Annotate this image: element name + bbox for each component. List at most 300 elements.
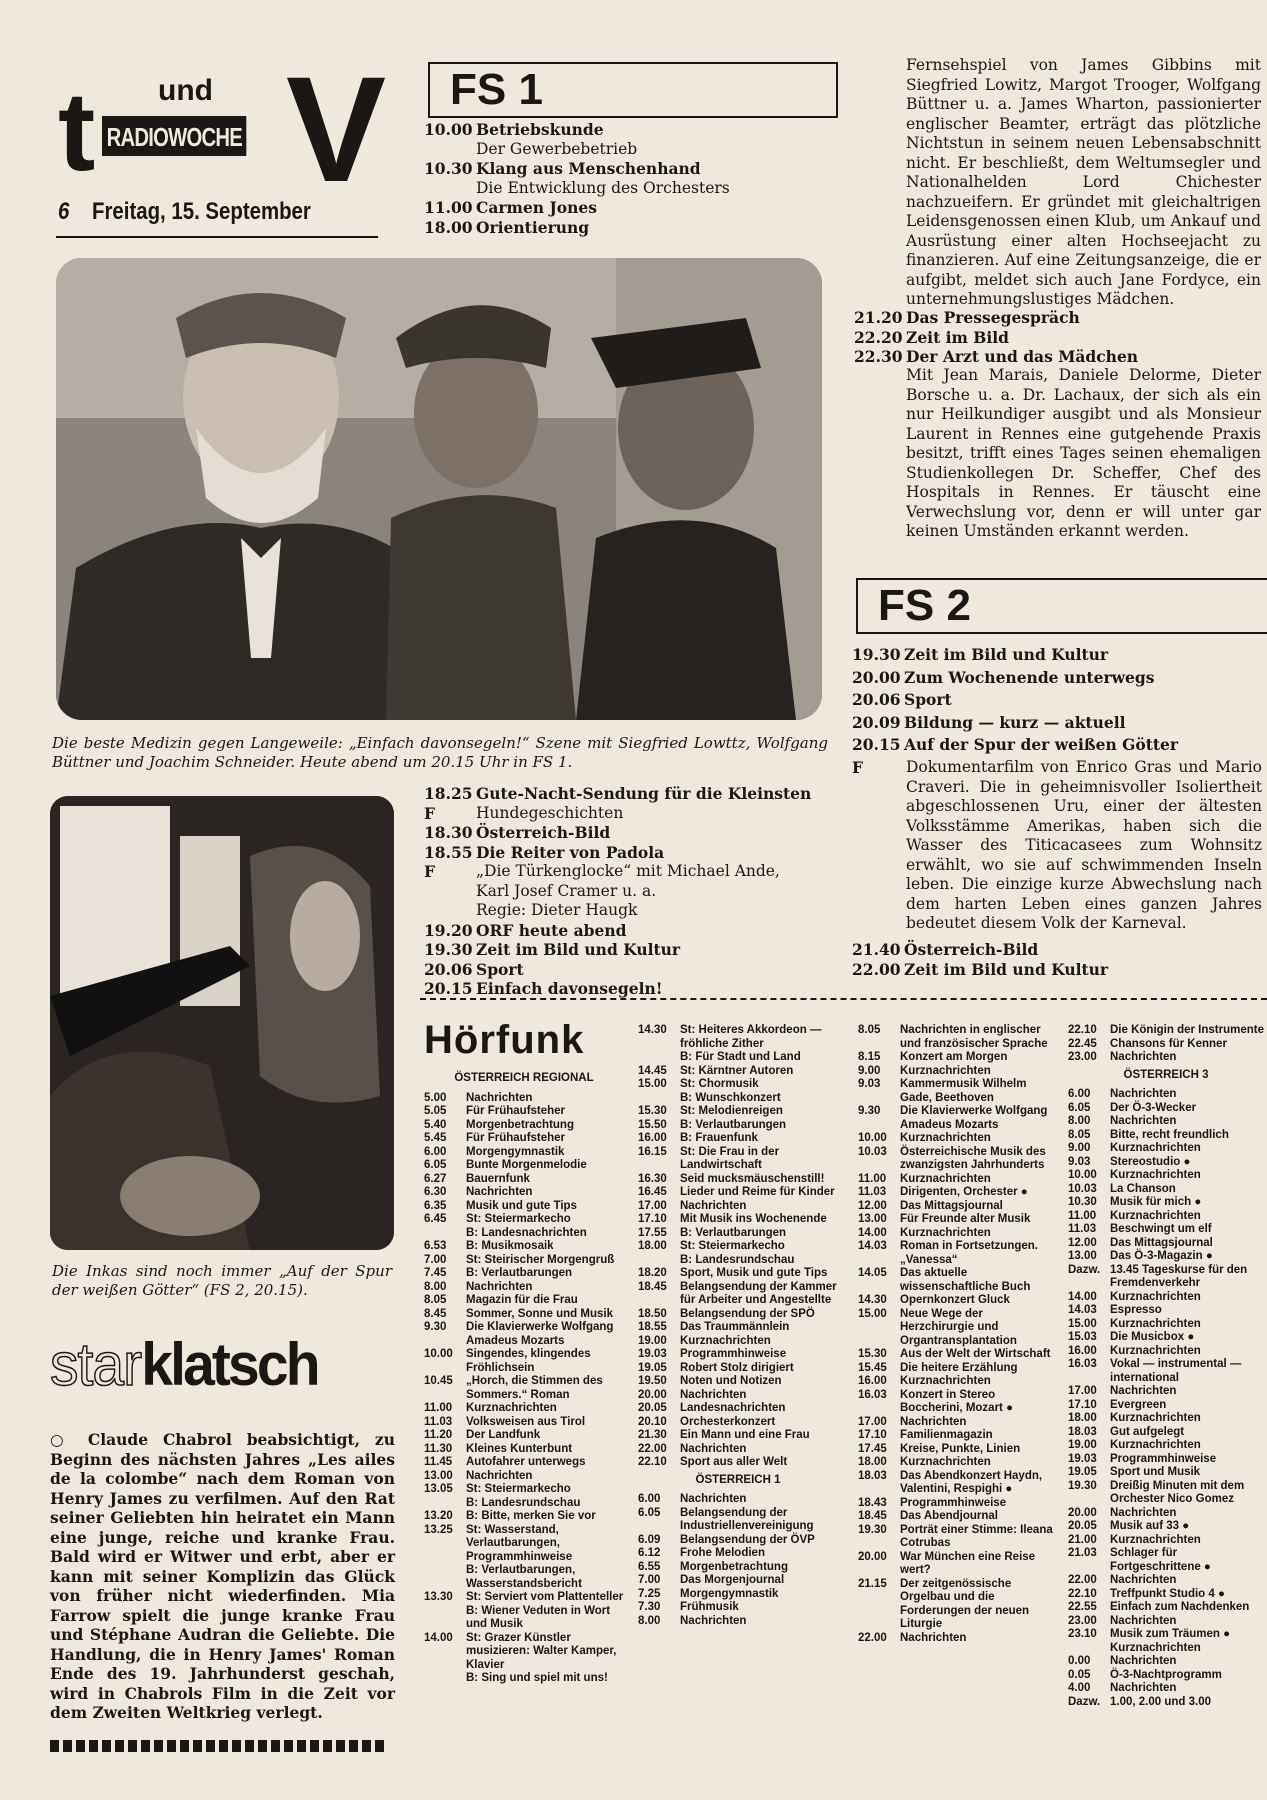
radio-row bbox=[424, 1294, 624, 1308]
radio-programme: Kurznachrichten bbox=[1110, 1641, 1201, 1654]
radio-programme: Musik für mich ● bbox=[1110, 1196, 1202, 1208]
radio-time: 16.30 bbox=[638, 1172, 667, 1185]
radio-time: 5.40 bbox=[424, 1118, 447, 1131]
listing-text: Einfach davonsegeln! bbox=[476, 979, 663, 998]
radio-programme: Nachrichten bbox=[1110, 1088, 1177, 1100]
listing-time: 19.20 bbox=[424, 920, 473, 940]
radio-time: 5.45 bbox=[424, 1132, 447, 1144]
radio-programme: Orchesterkonzert bbox=[680, 1415, 776, 1428]
radio-time: 18.45 bbox=[858, 1510, 887, 1522]
radio-time: 20.00 bbox=[638, 1388, 667, 1401]
listing-time: 19.30 bbox=[852, 645, 901, 664]
radio-time: 10.00 bbox=[858, 1132, 887, 1144]
radio-time: 19.03 bbox=[638, 1348, 667, 1360]
radio-time: 8.00 bbox=[1068, 1115, 1091, 1127]
radio-time: 18.45 bbox=[638, 1280, 667, 1293]
radio-time: 8.15 bbox=[858, 1051, 881, 1063]
radio-time: 20.10 bbox=[638, 1415, 667, 1428]
listing-row bbox=[852, 960, 1262, 980]
radio-programme: Der zeitgenössische Orgelbau und die Forderungen der neuen Liturgie bbox=[900, 1577, 1030, 1630]
logo-radiowoche: RADIOWOCHE bbox=[102, 116, 247, 156]
radio-row bbox=[1068, 1237, 1264, 1251]
listing-time: 18.55 bbox=[424, 842, 473, 862]
logo-und: und bbox=[158, 74, 213, 107]
radio-programme: B: Wiener Veduten in Wort und Musik bbox=[466, 1604, 611, 1630]
radio-row bbox=[424, 1483, 624, 1497]
radio-time: 15.00 bbox=[858, 1307, 887, 1320]
radio-row bbox=[858, 1348, 1058, 1362]
radio-programme: Das aktuelle wissenschaftliche Buch bbox=[900, 1267, 1031, 1293]
radio-time: 22.00 bbox=[858, 1631, 887, 1644]
radio-programme: Mit Musik ins Wochenende bbox=[680, 1213, 827, 1225]
radio-programme: Nachrichten bbox=[1110, 1574, 1177, 1586]
radio-row bbox=[424, 1267, 624, 1281]
radio-programme: Belangsendung der SPÖ bbox=[680, 1307, 815, 1320]
radio-row bbox=[638, 1132, 838, 1146]
radio-programme: Das Ö-3-Magazin ● bbox=[1110, 1250, 1213, 1262]
radio-row bbox=[1068, 1038, 1264, 1052]
listing-row bbox=[424, 960, 824, 980]
radio-programme: Für Frühaufsteher bbox=[466, 1132, 566, 1144]
radio-programme: Musik und gute Tips bbox=[466, 1199, 577, 1212]
radio-row bbox=[638, 1362, 838, 1376]
radio-time: 22.00 bbox=[1068, 1574, 1097, 1586]
radio-row bbox=[858, 1200, 1058, 1214]
radio-row bbox=[424, 1375, 624, 1402]
listing-title: Klang aus Menschenhand bbox=[476, 159, 701, 178]
radio-programme: Die Klavierwerke Wolfgang Amadeus Mozarts bbox=[900, 1105, 1048, 1131]
radio-programme: Das Traummännlein bbox=[680, 1321, 790, 1333]
listing-text: Die Reiter von Padola bbox=[476, 842, 665, 862]
radio-time: 19.05 bbox=[1068, 1466, 1097, 1478]
listing-row bbox=[424, 159, 764, 179]
radio-programme: Morgengymnastik bbox=[680, 1587, 779, 1600]
radio-programme: Frohe Melodien bbox=[680, 1547, 765, 1559]
radio-time: 15.50 bbox=[638, 1118, 667, 1131]
radio-time: 18.50 bbox=[638, 1307, 667, 1320]
radio-programme: Einfach zum Nachdenken bbox=[1110, 1601, 1250, 1613]
radio-time: 20.05 bbox=[638, 1402, 667, 1414]
radio-programme: Nachrichten bbox=[900, 1631, 967, 1644]
listing-title: Orientierung bbox=[476, 217, 590, 237]
radio-time: 13.00 bbox=[1068, 1250, 1097, 1262]
radio-programme: Kurznachrichten bbox=[900, 1064, 991, 1077]
radio-row bbox=[858, 1429, 1058, 1443]
radio-time: 18.00 bbox=[638, 1240, 667, 1252]
radio-time: Dazw. bbox=[1068, 1695, 1101, 1708]
radio-programme: Kurznachrichten bbox=[900, 1456, 991, 1468]
radio-time: 6.09 bbox=[638, 1533, 661, 1546]
radio-row bbox=[858, 1497, 1058, 1511]
radio-programme: Österreichische Musik des zwanzigsten Jahrhunderts bbox=[900, 1145, 1046, 1171]
radio-programme: Programmhinweise bbox=[900, 1496, 1007, 1509]
radio-row bbox=[424, 1200, 624, 1214]
radio-programme: Nachrichten bbox=[680, 1493, 747, 1505]
fs1-late-list bbox=[854, 308, 1264, 367]
section-separator bbox=[420, 998, 1267, 1000]
listing-row bbox=[852, 689, 1262, 712]
radio-row bbox=[1068, 1291, 1264, 1305]
radio-time: 6.12 bbox=[638, 1547, 661, 1559]
radio-time: 6.05 bbox=[638, 1506, 661, 1519]
radio-time: 11.03 bbox=[1068, 1223, 1097, 1235]
hoerfunk-col-2 bbox=[638, 1024, 838, 1628]
radio-programme: Landesnachrichten bbox=[680, 1402, 786, 1414]
radio-programme: Nachrichten bbox=[680, 1614, 747, 1627]
listing-title: Bildung — kurz — aktuell bbox=[904, 712, 1126, 732]
radio-row bbox=[858, 1065, 1058, 1079]
radio-programme: St: Steiermarkecho bbox=[680, 1240, 785, 1252]
radio-row bbox=[638, 1051, 838, 1065]
radio-programme: St: Steirischer Morgengruß bbox=[466, 1253, 615, 1266]
radio-programme: „Horch, die Stimmen des Sommers.“ Roman bbox=[466, 1375, 603, 1401]
radio-row bbox=[424, 1119, 624, 1133]
listing-row bbox=[424, 804, 824, 824]
listing-time: 19.30 bbox=[424, 940, 473, 959]
radio-programme: Programmhinweise bbox=[680, 1348, 787, 1360]
radio-row bbox=[858, 1308, 1058, 1349]
radio-row bbox=[638, 1601, 838, 1615]
radio-row bbox=[424, 1213, 624, 1227]
hoerfunk-col-3 bbox=[858, 1024, 1058, 1645]
radio-programme: Nachrichten bbox=[680, 1442, 747, 1455]
radio-time: 15.30 bbox=[858, 1348, 887, 1360]
radio-time: 17.45 bbox=[858, 1442, 887, 1455]
listing-text: „Die Türkenglocke“ mit Michael Ande, bbox=[476, 862, 780, 880]
listing-text: Gute-Nacht-Sendung für die Kleinsten bbox=[476, 784, 812, 803]
radio-row bbox=[424, 1470, 624, 1484]
radio-row bbox=[1068, 1115, 1264, 1129]
radio-row bbox=[858, 1524, 1058, 1551]
radio-time: 11.30 bbox=[424, 1442, 453, 1455]
radio-programme: 1.00, 2.00 und 3.00 bbox=[1110, 1695, 1212, 1708]
radio-time: 10.45 bbox=[424, 1375, 453, 1387]
listing-title: Zeit im Bild und Kultur bbox=[904, 959, 1109, 979]
radio-row bbox=[424, 1105, 624, 1119]
radio-time: 6.30 bbox=[424, 1186, 447, 1198]
radio-row bbox=[858, 1294, 1058, 1308]
radio-programme: Aus der Welt der Wirtschaft bbox=[900, 1348, 1051, 1360]
radio-programme: B: Landesnachrichten bbox=[466, 1226, 587, 1239]
listing-row bbox=[852, 734, 1262, 757]
radio-time: 5.00 bbox=[424, 1091, 447, 1104]
radio-programme: Nachrichten bbox=[466, 1469, 533, 1482]
photo1-caption: Die beste Medizin gegen Langeweile: „Einfach davonsegeln!“ Szene mit Siegfried Lowttz, Wolfgang Büttner und Joachim Schneider. Heute abend um 20.15 Uhr in FS 1. bbox=[52, 734, 828, 771]
radio-time: 15.45 bbox=[858, 1361, 887, 1374]
radio-row bbox=[424, 1281, 624, 1295]
listing-text: Zeit im Bild und Kultur bbox=[476, 940, 681, 959]
radio-programme: Nachrichten bbox=[680, 1388, 747, 1401]
listing-title: Der Arzt und das Mädchen bbox=[906, 347, 1139, 366]
fs2-f-marker-text: F bbox=[852, 758, 864, 777]
radio-row bbox=[1068, 1520, 1264, 1534]
listing-subtitle: Die Entwicklung des Orchesters bbox=[476, 178, 730, 197]
radio-time: 18.43 bbox=[858, 1496, 887, 1509]
listing-title: Zeit im Bild und Kultur bbox=[904, 645, 1109, 664]
radio-programme: Nachrichten bbox=[1110, 1506, 1177, 1519]
radio-row bbox=[1068, 1142, 1264, 1156]
fs2-list bbox=[852, 644, 1262, 757]
fs2-late-list bbox=[852, 940, 1262, 979]
radio-time: 19.05 bbox=[638, 1361, 667, 1374]
radio-row bbox=[858, 1510, 1058, 1524]
radio-row bbox=[858, 1362, 1058, 1376]
radio-time: 22.45 bbox=[1068, 1037, 1097, 1050]
radio-row bbox=[1068, 1250, 1264, 1264]
listing-row bbox=[424, 843, 824, 863]
radio-programme: St: Wasserstand, Verlautbarungen, Programmhinweise bbox=[466, 1523, 573, 1563]
radio-row bbox=[638, 1321, 838, 1335]
radio-row bbox=[858, 1186, 1058, 1200]
radio-row bbox=[638, 1065, 838, 1079]
radio-programme: La Chanson bbox=[1110, 1182, 1176, 1195]
radio-row bbox=[424, 1240, 624, 1254]
radio-programme: Chansons für Kenner bbox=[1110, 1037, 1227, 1050]
listing-time: 10.00 bbox=[424, 120, 473, 139]
radio-programme: Treffpunkt Studio 4 ● bbox=[1110, 1587, 1225, 1600]
radio-time: 16.45 bbox=[638, 1186, 667, 1198]
radio-programme: Stereostudio ● bbox=[1110, 1155, 1191, 1168]
radio-row bbox=[1068, 1588, 1264, 1602]
radio-time: 22.55 bbox=[1068, 1601, 1097, 1613]
photo2-caption: Die Inkas sind noch immer „Auf der Spur der weißen Götter“ (FS 2, 20.15). bbox=[52, 1262, 392, 1299]
radio-programme: Für Frühaufsteher bbox=[466, 1105, 566, 1117]
radio-time: 5.05 bbox=[424, 1105, 447, 1117]
radio-programme: Der Landfunk bbox=[466, 1429, 541, 1441]
radio-programme: Kreise, Punkte, Linien bbox=[900, 1442, 1021, 1455]
radio-row bbox=[858, 1213, 1058, 1227]
radio-time: 10.03 bbox=[1068, 1182, 1097, 1195]
radio-time: 8.05 bbox=[424, 1294, 447, 1306]
radio-row bbox=[1068, 1088, 1264, 1102]
radio-programme: Bitte, recht freundlich bbox=[1110, 1128, 1229, 1141]
radio-row bbox=[858, 1051, 1058, 1065]
radio-programme: Die heitere Erzählung bbox=[900, 1361, 1018, 1374]
listing-row bbox=[424, 979, 824, 999]
radio-time: 6.00 bbox=[638, 1493, 661, 1505]
radio-programme: Sport, Musik und gute Tips bbox=[680, 1267, 828, 1279]
listing-time: 18.00 bbox=[424, 217, 473, 237]
radio-time: 16.03 bbox=[858, 1388, 887, 1401]
radio-row bbox=[638, 1493, 838, 1507]
listing-row bbox=[424, 940, 824, 960]
radio-row bbox=[424, 1605, 624, 1632]
listing-time: 20.15 bbox=[424, 979, 473, 998]
listing-time bbox=[424, 901, 476, 921]
radio-programme: War München eine Reise wert? bbox=[900, 1550, 1036, 1576]
radio-row bbox=[1068, 1223, 1264, 1237]
radio-programme: B: Für Stadt und Land bbox=[680, 1051, 801, 1063]
radio-row bbox=[424, 1632, 624, 1673]
listing-title: Zeit im Bild bbox=[906, 327, 1010, 347]
radio-row bbox=[1068, 1345, 1264, 1359]
radio-row bbox=[424, 1456, 624, 1470]
radio-programme: Konzert in Stereo Boccherini, Mozart ● bbox=[900, 1388, 1014, 1414]
radio-row bbox=[638, 1092, 838, 1106]
radio-time: 19.30 bbox=[1068, 1479, 1097, 1492]
radio-row bbox=[424, 1672, 624, 1686]
radio-time: 17.55 bbox=[638, 1226, 667, 1239]
radio-time: 12.00 bbox=[1068, 1236, 1097, 1249]
radio-row bbox=[858, 1578, 1058, 1632]
fs1-late-text: Mit Jean Marais, Daniele Delorme, Dieter Borsche u. a. Dr. Lachaux, der sich als ein nur Heilkundiger ausgibt und als Monsieur Laurent in Rennes eine gutgehende Praxis besitzt, trifft eines Tages seinen ehemaligen Studienkollegen Dr. Scheffer, Chef des Hospitals in Rennes. Er täuscht eine Verwechslung vor, denn er will unter gar keinen Umständen erkannt werden. bbox=[906, 366, 1261, 540]
listing-time: 21.20 bbox=[854, 308, 903, 327]
radio-programme: Lieder und Reime für Kinder bbox=[680, 1186, 835, 1198]
radio-time bbox=[424, 1564, 466, 1591]
radio-programme: Noten und Notizen bbox=[680, 1375, 782, 1387]
listing-time bbox=[424, 882, 476, 902]
radio-time: 11.45 bbox=[424, 1456, 453, 1468]
listing-row bbox=[854, 347, 1264, 367]
radio-time: 14.03 bbox=[1068, 1304, 1097, 1316]
photo-inkas bbox=[50, 796, 394, 1250]
radio-row bbox=[858, 1132, 1058, 1146]
radio-row bbox=[1068, 1304, 1264, 1318]
radio-row bbox=[858, 1227, 1058, 1241]
radio-time: 6.55 bbox=[638, 1560, 661, 1573]
radio-time: 10.00 bbox=[424, 1348, 453, 1360]
radio-row bbox=[638, 1443, 838, 1457]
radio-time bbox=[424, 1227, 466, 1241]
listing-time: 22.30 bbox=[854, 347, 903, 366]
logo-t: t bbox=[58, 69, 90, 194]
radio-row bbox=[1068, 1574, 1264, 1588]
radio-row bbox=[424, 1564, 624, 1591]
radio-programme: St: Steiermarkecho bbox=[466, 1213, 571, 1225]
listing-row bbox=[852, 644, 1262, 667]
fs1-heading bbox=[428, 62, 838, 118]
radio-time: 18.03 bbox=[858, 1469, 887, 1482]
radio-row bbox=[638, 1402, 838, 1416]
listing-time: 21.40 bbox=[852, 940, 901, 959]
radio-programme: Die Königin der Instrumente bbox=[1110, 1024, 1264, 1036]
listing-row bbox=[424, 784, 824, 804]
radio-row bbox=[638, 1416, 838, 1430]
radio-programme: Das Abendkonzert Haydn, Valentini, Respighi ● bbox=[900, 1469, 1043, 1495]
radio-programme: Kurznachrichten bbox=[1110, 1533, 1201, 1546]
radio-time bbox=[424, 1605, 466, 1632]
radio-programme: St: Grazer Künstler musizieren: Walter Kamper, Klavier bbox=[466, 1631, 617, 1671]
radio-row bbox=[424, 1173, 624, 1187]
radio-row bbox=[638, 1078, 838, 1092]
fs2-description: Dokumentarfilm von Enrico Gras und Mario Craveri. Die in geheimnisvoller Isoliertheit abgeschlossenen Uru, einer der ältesten Volksstämme Amerikas, haben sich die Wasser des Titicacasees zum Wohnsitz erwählt, wo sie auf schwimmenden Inseln leben. Die einzige kurze Abwechslung nach dem harten Leben eines ganzen Jahres bedeutet diesem Volk der Karneval. bbox=[906, 758, 1262, 932]
radio-time: 10.03 bbox=[858, 1145, 887, 1158]
listing-time: 20.06 bbox=[424, 959, 473, 979]
radio-row bbox=[1068, 1628, 1264, 1642]
listing-text: Sport bbox=[476, 959, 524, 979]
radio-row bbox=[1068, 1642, 1264, 1656]
radio-time bbox=[638, 1254, 680, 1268]
listing-time: F bbox=[424, 803, 436, 823]
radio-programme: B: Sing und spiel mit uns! bbox=[466, 1672, 608, 1684]
radio-row bbox=[638, 1429, 838, 1443]
radio-row bbox=[1068, 1318, 1264, 1332]
radio-time: 6.00 bbox=[424, 1145, 447, 1158]
radio-time: 15.30 bbox=[638, 1105, 667, 1117]
radio-programme: Bunte Morgenmelodie bbox=[466, 1159, 587, 1171]
radio-time: 19.30 bbox=[858, 1523, 887, 1536]
radio-time: 11.00 bbox=[858, 1172, 887, 1185]
radio-row bbox=[638, 1267, 838, 1281]
radio-time: 17.00 bbox=[858, 1415, 887, 1428]
radio-time: 0.05 bbox=[1068, 1668, 1091, 1681]
listing-title: Sport bbox=[904, 690, 952, 709]
radio-time: 22.10 bbox=[638, 1456, 667, 1468]
radio-time: 19.50 bbox=[638, 1375, 667, 1387]
radio-programme: Kurznachrichten bbox=[1110, 1209, 1201, 1222]
hoerfunk-col-regional bbox=[424, 1068, 624, 1686]
listing-title: Das Pressegespräch bbox=[906, 308, 1080, 327]
radio-time: 9.30 bbox=[858, 1105, 881, 1117]
radio-programme: Espresso bbox=[1110, 1304, 1162, 1316]
radio-programme: Kammermusik Wilhelm Gade, Beethoven bbox=[900, 1078, 1027, 1104]
radio-row bbox=[1068, 1547, 1264, 1574]
radio-time: 9.00 bbox=[1068, 1142, 1091, 1154]
radio-time: 14.00 bbox=[424, 1631, 453, 1644]
radio-programme: Nachrichten bbox=[1110, 1655, 1177, 1667]
radio-time: 16.00 bbox=[638, 1132, 667, 1144]
radio-time: 22.00 bbox=[638, 1442, 667, 1455]
radio-row bbox=[638, 1574, 838, 1588]
radio-row bbox=[638, 1119, 838, 1133]
radio-time: 9.00 bbox=[858, 1064, 881, 1077]
radio-programme: Kurznachrichten bbox=[1110, 1412, 1201, 1424]
radio-programme: St: Kärntner Autoren bbox=[680, 1064, 794, 1077]
listing-row bbox=[424, 921, 824, 941]
radio-time: 20.05 bbox=[1068, 1520, 1097, 1532]
radio-row bbox=[1068, 1682, 1264, 1696]
radio-time: 15.03 bbox=[1068, 1331, 1097, 1343]
radio-row bbox=[638, 1507, 838, 1534]
radio-row bbox=[424, 1497, 624, 1511]
hoerfunk-col-4 bbox=[1068, 1024, 1264, 1709]
radio-row bbox=[1068, 1156, 1264, 1170]
listing-text: Regie: Dieter Haugk bbox=[476, 901, 638, 919]
radio-row bbox=[1068, 1412, 1264, 1426]
radio-programme: St: Serviert vom Plattenteller bbox=[466, 1591, 624, 1603]
radio-time: 6.05 bbox=[424, 1159, 447, 1171]
radio-programme: Morgenbetrachtung bbox=[680, 1560, 788, 1573]
radio-time: 16.03 bbox=[1068, 1358, 1097, 1370]
radio-programme: Programmhinweise bbox=[1110, 1452, 1217, 1465]
radio-row bbox=[638, 1213, 838, 1227]
radio-programme: Nachrichten bbox=[680, 1199, 747, 1212]
radio-programme: Nachrichten bbox=[900, 1415, 967, 1428]
radio-programme: St: Chormusik bbox=[680, 1078, 759, 1090]
radio-programme: Nachrichten bbox=[466, 1280, 533, 1293]
radio-row bbox=[1068, 1129, 1264, 1143]
radio-time: 19.00 bbox=[638, 1334, 667, 1347]
radio-row bbox=[424, 1416, 624, 1430]
radio-time: 13.30 bbox=[424, 1591, 453, 1603]
radio-row bbox=[638, 1186, 838, 1200]
listing-title: Zum Wochenende unterwegs bbox=[904, 667, 1155, 687]
radio-row bbox=[858, 1267, 1058, 1294]
radio-row bbox=[638, 1105, 838, 1119]
radio-programme: Seid mucksmäuschenstill! bbox=[680, 1172, 825, 1185]
radio-programme: Evergreen bbox=[1110, 1398, 1167, 1411]
listing-row bbox=[424, 823, 824, 843]
radio-time: 7.00 bbox=[638, 1574, 661, 1586]
radio-programme: B: Verlautbarungen bbox=[680, 1118, 787, 1131]
radio-time: 13.00 bbox=[424, 1469, 453, 1482]
listing-row bbox=[852, 667, 1262, 690]
radio-programme: Kurznachrichten bbox=[900, 1226, 991, 1239]
listing-row bbox=[852, 712, 1262, 735]
radio-time: 10.30 bbox=[1068, 1196, 1097, 1208]
radio-time: 18.00 bbox=[1068, 1412, 1097, 1424]
radio-time: 6.00 bbox=[1068, 1088, 1091, 1100]
